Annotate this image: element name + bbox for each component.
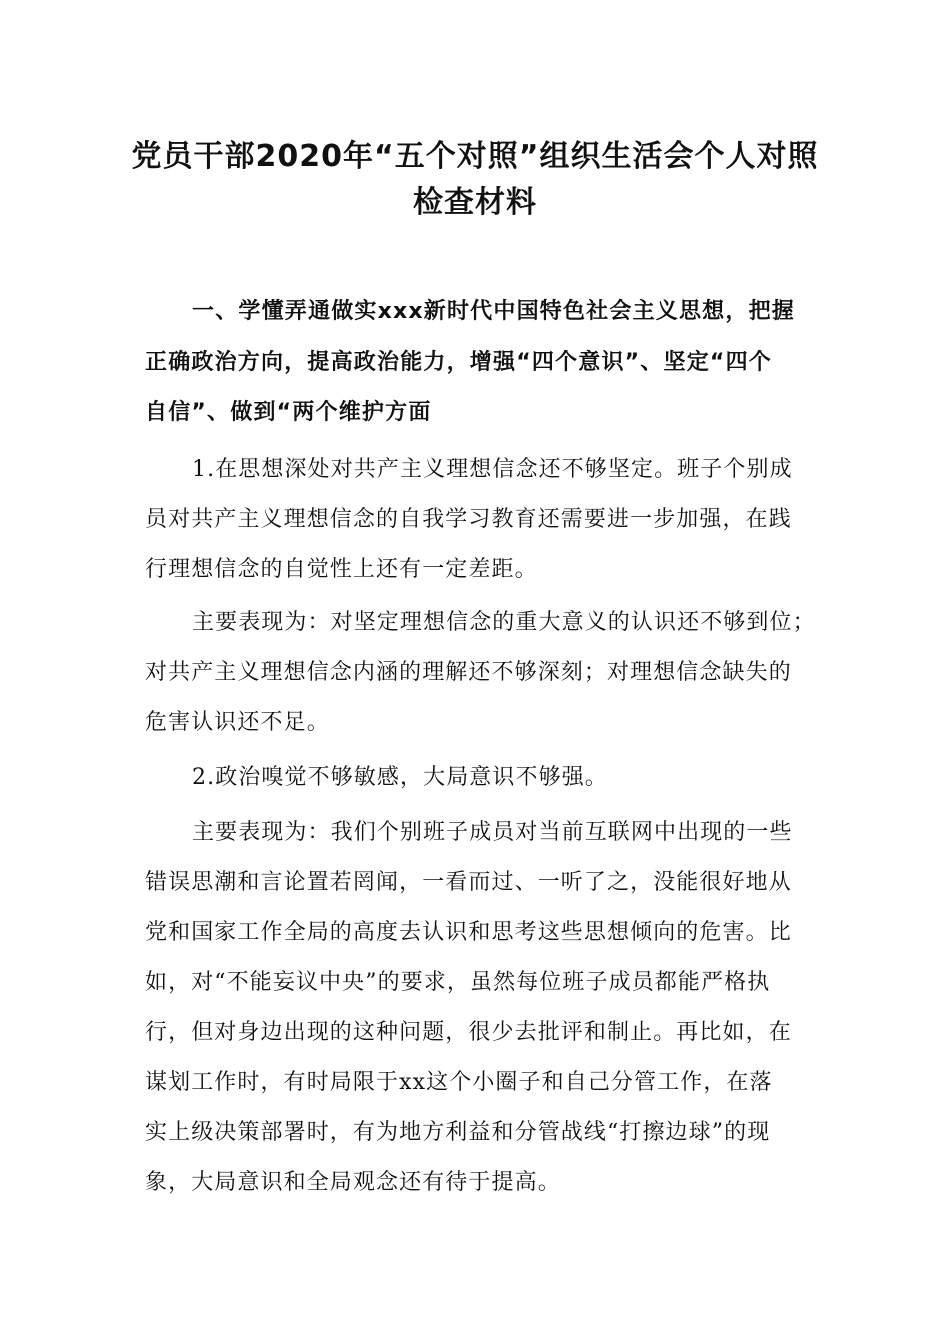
item-2-detail-line-1: 主要表现为：我们个别班子成员对当前互联网中出现的一些 xyxy=(192,820,793,845)
item-1-line-3: 行理想信念的自觉性上还有一定差距。 xyxy=(145,557,538,582)
item-1-line-1: 1.在思想深处对共产主义理想信念还不够坚定。班子个别成 xyxy=(192,457,793,482)
item-2-detail-line-6: 谋划工作时，有时局限于xx这个小圈子和自己分管工作，在落 xyxy=(145,1070,773,1095)
section-heading-line-3: 自信”、做到“两个维护方面 xyxy=(145,400,432,425)
document-title-line-2: 检查材料 xyxy=(413,185,537,220)
item-1-detail-line-2: 对共产主义理想信念内涵的理解还不够深刻；对理想信念缺失的 xyxy=(145,660,792,685)
section-heading-line-1: 一、学懂弄通做实xxx新时代中国特色社会主义思想，把握 xyxy=(192,299,795,324)
item-1-detail-line-3: 危害认识还不足。 xyxy=(145,710,330,735)
item-2-detail-line-4: 如，对“不能妄议中央”的要求，虽然每位班子成员都能严格执 xyxy=(145,970,771,995)
item-2-detail-line-2: 错误思潮和言论置若罔闻，一看而过、一听了之，没能很好地从 xyxy=(145,870,792,895)
document-title-line-1: 党员干部2020年“五个对照”组织生活会个人对照 xyxy=(131,139,819,174)
item-2-detail-line-7: 实上级决策部署时，有为地方利益和分管战线“打擦边球”的现 xyxy=(145,1120,771,1145)
item-2-detail-line-5: 行，但对身边出现的这种问题，很少去批评和制止。再比如，在 xyxy=(145,1020,792,1045)
section-heading-line-2: 正确政治方向，提高政治能力，增强“四个意识”、坚定“四个 xyxy=(145,350,772,375)
item-1-detail-line-1: 主要表现为：对坚定理想信念的重大意义的认识还不够到位； xyxy=(192,610,816,635)
item-2-detail-line-3: 党和国家工作全局的高度去认识和思考这些思想倾向的危害。比 xyxy=(145,920,792,945)
item-2-line-1: 2.政治嗅觉不够敏感，大局意识不够强。 xyxy=(192,765,608,790)
item-2-detail-line-8: 象，大局意识和全局观念还有待于提高。 xyxy=(145,1170,561,1195)
item-1-line-2: 员对共产主义理想信念的自我学习教育还需要进一步加强，在践 xyxy=(145,507,792,532)
